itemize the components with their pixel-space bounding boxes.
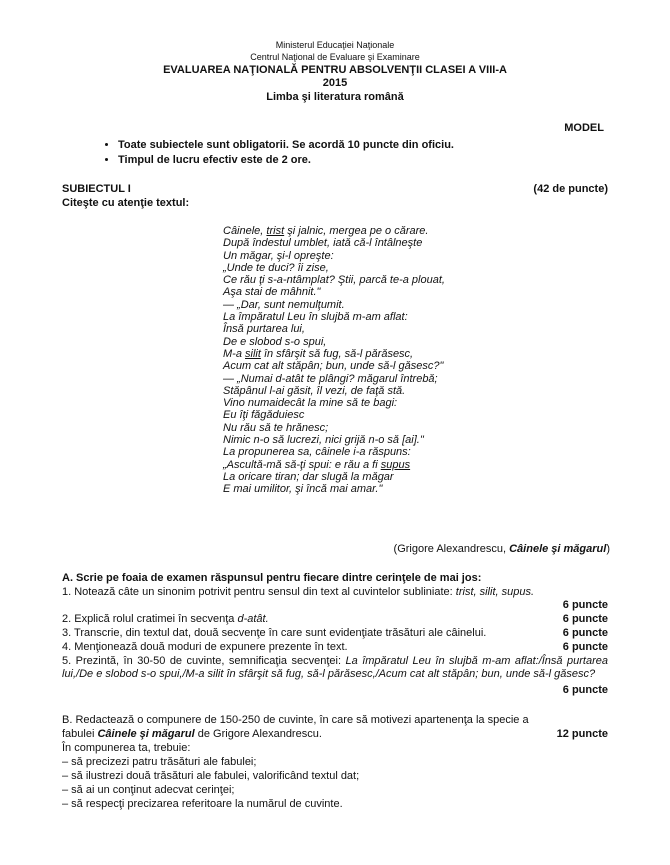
poem-text — [223, 225, 613, 496]
section-header — [62, 183, 608, 196]
part-b-requirement: – să ai un conţinut adecvat cerinţei; — [62, 784, 235, 796]
poem-line: E mai umilitor, şi încă mai amar." — [223, 483, 383, 496]
question-4: 4. Menţionează două moduri de expunere prezente în text. 6 puncte — [62, 641, 608, 653]
poem-line: „Unde te duci? îi zise, — [223, 261, 329, 274]
question-5: 5. Prezintă, în 30-50 de cuvinte, semnificaţia secvenţei: La împăratul Leu în slujbă m-am aflat:/Însă purtarea lui,/De e slobod s-o spui,/M-a silit în sfârşit să fug, să-l părăsesc,/Acum cat alt stăpân; bun, unde să-l găsesc? — [62, 655, 608, 680]
part-b-requirement: – să precizezi patru trăsături ale fabulei; — [62, 756, 257, 768]
part-b-requirement: – să ilustrezi două trăsături ale fabulei, valorificând textul dat; — [62, 770, 360, 782]
part-b-intro: În compunerea ta, trebuie: — [62, 742, 191, 754]
question-1-points: 6 puncte — [562, 599, 608, 611]
poem-line: La oricare tiran; dar slugă la măgar — [223, 470, 394, 483]
ministry-name: Ministerul Educaţiei Naţionale — [275, 40, 395, 50]
part-b-line1: B. Redactează o compunere de 150-250 de cuvinte, în care să motivezi apartenenţa la specie a — [62, 714, 529, 726]
poem-line: De e slobod s-o spui, — [223, 335, 327, 348]
poem-line: M-a silit în sfârşit să fug, să-l părăsesc, — [223, 347, 414, 360]
instructions-list — [100, 138, 454, 168]
poem-line: La propunerea sa, câinele i-a răspuns: — [223, 446, 411, 459]
exam-title: EVALUAREA NAŢIONALĂ PENTRU ABSOLVENŢII CLASEI A VIII-A — [163, 64, 507, 76]
section-points: (42 de puncte) — [533, 183, 608, 195]
poem-line: — „Dar, sunt nemulţumit. — [223, 298, 345, 311]
part-b-line2: fabulei Câinele şi măgarul de Grigore Alexandrescu. 12 puncte — [62, 728, 608, 740]
poem-line: Aşa stai de mâhnit." — [223, 286, 321, 299]
exam-subject: Limba şi literatura română — [266, 91, 404, 103]
poem-line: Însă purtarea lui, — [223, 323, 305, 336]
instruction-item: • Toate subiectele sunt obligatorii. Se acordă 10 puncte din oficiu. — [118, 138, 454, 153]
question-2: 2. Explică rolul cratimei în secvenţa d-atât. 6 puncte — [62, 613, 608, 625]
poem-line: „Ascultă-mă să-ţi spui: e rău a fi supus — [223, 458, 411, 471]
section-title: SUBIECTUL I — [62, 183, 131, 195]
poem-line: Un măgar, şi-l opreşte: — [223, 249, 334, 262]
instruction-item: • Timpul de lucru efectiv este de 2 ore. — [118, 153, 454, 168]
poem-line: Acum cat alt stăpân; bun, unde să-l găsesc?" — [223, 360, 444, 373]
poem-line: Stăpânul l-ai găsit, îl vezi, de faţă stă. — [223, 384, 406, 397]
question-1: 1. Notează câte un sinonim potrivit pentru sensul din text al cuvintelor subliniate: trist, silit, supus. — [62, 586, 535, 598]
center-name: Centrul Naţional de Evaluare şi Examinare — [250, 52, 420, 62]
poem-line: Câinele, trist şi jalnic, mergea pe o cărare. — [223, 225, 429, 237]
poem-source: (Grigore Alexandrescu, Câinele şi măgarul) — [393, 543, 610, 555]
exam-year: 2015 — [322, 77, 348, 89]
poem-line: Nimic n-o să lucrezi, nici grijă n-o să [ai]." — [223, 434, 424, 447]
model-label: MODEL — [564, 122, 604, 134]
read-prompt: Citeşte cu atenţie textul: — [62, 197, 190, 209]
question-5-points: 6 puncte — [562, 684, 608, 696]
poem-line: După îndestul umblet, iată că-l întâlneşte — [223, 237, 423, 250]
poem-line: Vino numaidecât la mine să te bagi: — [223, 397, 398, 410]
part-b-requirement: – să respecţi precizarea referitoare la numărul de cuvinte. — [62, 798, 343, 810]
poem-line: Nu rău să te hrănesc; — [223, 421, 329, 434]
part-a-title: A. Scrie pe foaia de examen răspunsul pentru fiecare dintre cerinţele de mai jos: — [62, 572, 482, 584]
poem-line: Ce rău ţi s-a-ntâmplat? Ştii, parcă te-a plouat, — [223, 274, 445, 287]
poem-line: Eu îţi făgăduiesc — [223, 409, 305, 422]
poem-line: La împăratul Leu în slujbă m-am aflat: — [223, 311, 408, 324]
poem-line: — „Numai d-atât te plângi? măgarul întrebă; — [223, 372, 438, 385]
question-3: 3. Transcrie, din textul dat, două secvenţe în care sunt evidenţiate trăsături ale câinelui. 6 puncte — [62, 627, 608, 639]
